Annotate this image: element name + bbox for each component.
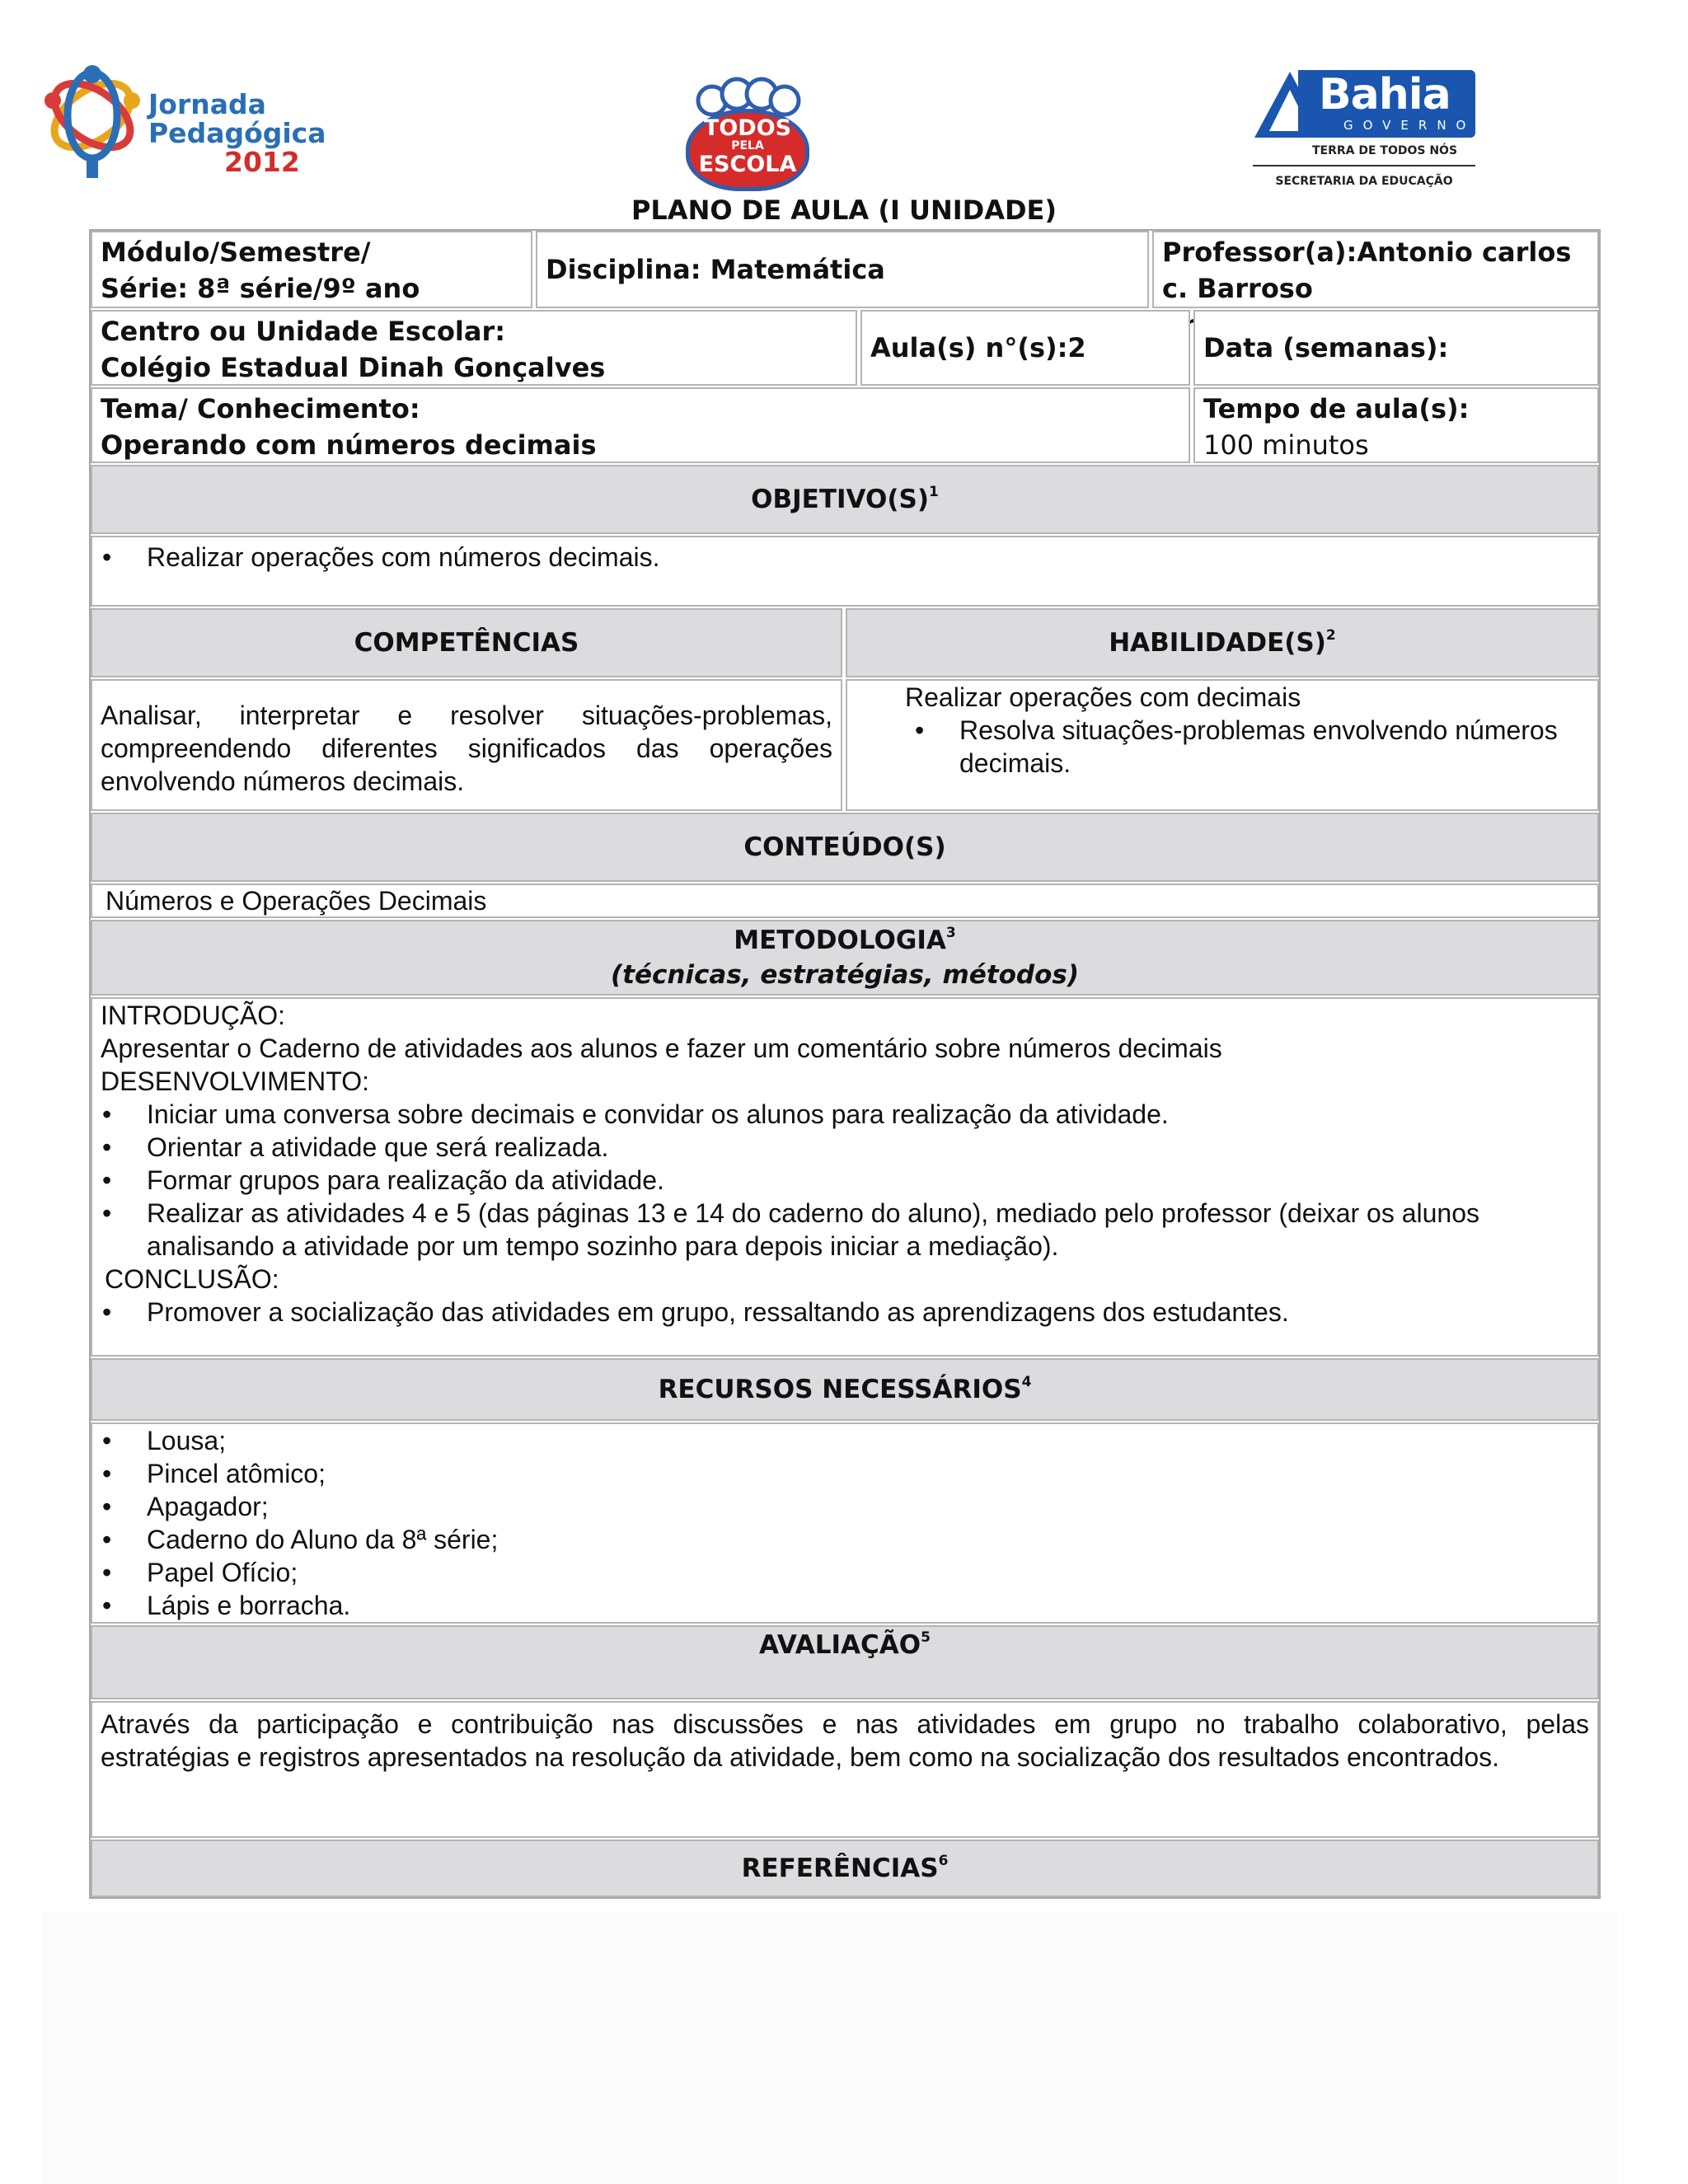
metodologia-subtitle: (técnicas, estratégias, métodos) — [610, 960, 1080, 990]
tema-label: Tema/ Conhecimento: — [101, 393, 420, 424]
footnote-2: 2 — [1325, 627, 1336, 644]
avaliacao-line1: Através da participação e contribuição nas discussões e nas atividades em grupo no trabalho colaborativo, pelas — [101, 1709, 1589, 1739]
metodologia-title: METODOLOGIA$^3$ — [734, 925, 956, 955]
recurso-item: • Lápis e borracha. — [92, 1589, 1589, 1622]
tema-cell — [91, 387, 1190, 463]
modulo-label: Módulo/Semestre/ — [101, 237, 371, 268]
footnote-5: 5 — [921, 1629, 931, 1646]
todos-badge — [686, 109, 809, 191]
conteudos-title: CONTEÚDO(S) — [743, 832, 946, 862]
recursos-header — [91, 1358, 1599, 1421]
aulas-cell — [860, 310, 1190, 386]
avaliacao-header — [91, 1625, 1599, 1699]
footnote-1: 1 — [929, 484, 939, 500]
habilidades-header — [846, 608, 1599, 677]
recurso-item: • Apagador; — [92, 1490, 1589, 1523]
conclusao-label: CONCLUSÃO: — [105, 1264, 279, 1294]
objetivos-title: $OBJETIVO(S)^1$ — [751, 484, 939, 514]
competencias-body — [91, 679, 842, 811]
recursos-title: RECURSOS NECESSÁRIOS$^4$ — [658, 1374, 1032, 1404]
introducao-label: INTRODUÇÃO: — [101, 1001, 285, 1030]
secretaria-text: SECRETARIA DA EDUCAÇÃO — [1275, 175, 1453, 188]
referencias-title: REFERÊNCIAS$^6$ — [741, 1853, 949, 1883]
avaliacao-title: AVALIAÇÃO$^5$ — [759, 1629, 931, 1660]
recurso-item: • Lousa; — [92, 1424, 1589, 1457]
recurso-item: • Papel Ofício; — [92, 1556, 1589, 1589]
avaliacao-body — [91, 1701, 1599, 1838]
metodologia-body — [91, 997, 1599, 1357]
bahia-rule — [1253, 165, 1475, 166]
modulo-cell — [91, 231, 532, 308]
habilidades-intro: Realizar operações com decimais — [905, 682, 1301, 712]
year-text: 2012 — [224, 146, 300, 178]
referencias-header — [91, 1840, 1599, 1897]
avaliacao-line2: estratégias e registros apresentados na resolução da atividade, bem como na socialização dos resultados encontrados. — [101, 1742, 1499, 1772]
data-label: Data (semanas): — [1203, 332, 1449, 363]
centro-value: Colégio Estadual Dinah Gonçalves — [101, 352, 606, 383]
todos-pela-escola-logo — [676, 66, 820, 198]
governo-bahia-logo — [1253, 70, 1475, 194]
professor-cell — [1152, 231, 1599, 308]
page-bottom-shade — [43, 1912, 1617, 2184]
pela-text: PELA — [731, 139, 764, 152]
conteudos-text: Números e Operações Decimais — [106, 886, 487, 916]
bahia-tagline: TERRA DE TODOS NÓS — [1311, 144, 1458, 157]
pedagogica-text: Pedagógica — [148, 117, 326, 149]
lesson-plan-form — [89, 229, 1601, 1899]
tempo-label: Tempo de aula(s): — [1203, 393, 1470, 424]
tempo-value: 100 minutos — [1203, 429, 1369, 461]
footnote-3: 3 — [945, 925, 956, 941]
aulas-value: Aula(s) n°(s):2 — [870, 332, 1086, 363]
objetivos-body — [91, 536, 1599, 607]
competencias-text: Analisar, interpretar e resolver situações-problemas, compreendendo diferentes significados das operações envolvendo números decimais. — [101, 701, 832, 796]
competencias-title: COMPETÊNCIAS — [354, 628, 579, 658]
habilidade-item: • Resolva situações-problemas envolvendo números decimais. — [905, 714, 1589, 780]
competencias-header — [91, 608, 842, 677]
serie-value: Série: 8ª série/9º ano — [101, 273, 420, 304]
disciplina-value: Disciplina: Matemática — [546, 254, 885, 285]
jornada-pedagogica-logo — [41, 58, 326, 190]
conteudos-body — [91, 883, 1599, 918]
desenvolvimento-item: • Iniciar uma conversa sobre decimais e convidar os alunos para realização da atividade. — [92, 1098, 1589, 1131]
recurso-item: • Caderno do Aluno da 8ª série; — [92, 1523, 1589, 1556]
recurso-item: • Pincel atômico; — [92, 1457, 1589, 1490]
desenvolvimento-label: DESENVOLVIMENTO: — [101, 1066, 369, 1096]
desenvolvimento-item: • Formar grupos para realização da atividade. — [92, 1164, 1589, 1197]
footnote-6: 6 — [938, 1853, 949, 1869]
professor-value: Professor(a):Antonio carlos c. Barroso — [1162, 237, 1572, 304]
jornada-emblem-icon — [41, 58, 148, 181]
objetivos-header — [91, 465, 1599, 534]
habilidades-title: $HABILIDADE(S)^2$ — [1109, 627, 1336, 658]
introducao-text: Apresentar o Caderno de atividades aos alunos e fazer um comentário sobre números decimais — [101, 1033, 1222, 1063]
desenvolvimento-item: • Orientar a atividade que será realizada. — [92, 1131, 1589, 1164]
jornada-text: Jornada — [148, 88, 266, 120]
metodologia-header — [91, 920, 1599, 996]
conclusao-item: • Promover a socialização das atividades em grupo, ressaltando as aprendizagens dos estudantes. — [92, 1296, 1589, 1329]
desenvolvimento-item: • Realizar as atividades 4 e 5 (das páginas 13 e 14 do caderno do aluno), mediado pelo professor (deixar os alunos analisando a atividade por um tempo sozinho para depois iniciar a mediação). — [92, 1197, 1589, 1263]
governo-text: GOVERNO — [1343, 118, 1476, 133]
tema-value: Operando com números decimais — [101, 429, 597, 461]
footnote-4: 4 — [1021, 1374, 1032, 1390]
centro-label: Centro ou Unidade Escolar: — [101, 316, 506, 347]
centro-cell — [91, 310, 857, 386]
habilidades-body — [846, 679, 1599, 811]
data-cell — [1193, 310, 1599, 386]
escola-text: ESCOLA — [698, 151, 797, 177]
bahia-wordmark: Bahia — [1319, 70, 1451, 120]
recursos-body — [91, 1422, 1599, 1624]
conteudos-header — [91, 813, 1599, 882]
disciplina-cell — [536, 231, 1149, 308]
tempo-cell — [1193, 387, 1599, 463]
page-title: PLANO DE AULA (I UNIDADE) — [631, 194, 1057, 226]
todos-text: TODOS — [703, 115, 792, 141]
objetivo-item: • Realizar operações com números decimais. — [92, 541, 1589, 574]
